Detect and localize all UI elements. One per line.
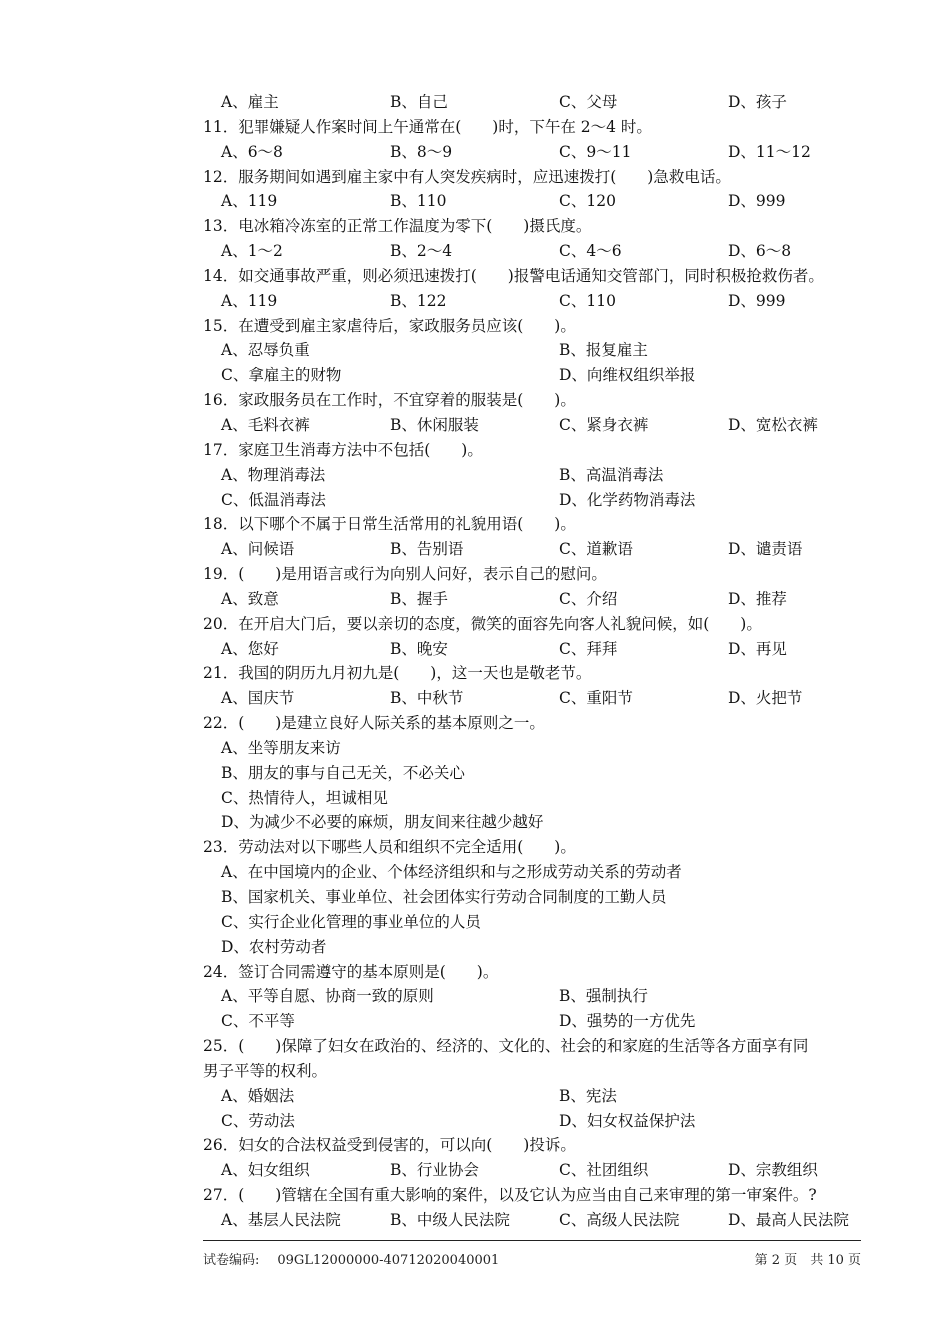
answer-option: A、毛料衣裤 [221,415,310,434]
answer-option: C、紧身衣裤 [559,415,649,434]
answer-option: A、坐等朋友来访 [221,738,341,757]
answer-option: A、在中国境内的企业、个体经济组织和与之形成劳动关系的劳动者 [221,863,682,882]
answer-option: C、社团组织 [559,1161,649,1180]
question-text: 26．妇女的合法权益受到侵害的，可以向( )投诉。 [203,1136,576,1155]
question-text: 22．( )是建立良好人际关系的基本原则之一。 [203,714,545,733]
option-row [203,860,865,885]
option-row [203,761,865,786]
answer-option: A、妇女组织 [221,1161,310,1180]
answer-option: D、火把节 [728,689,803,708]
option-row [203,1158,865,1183]
answer-option: C、高级人民法院 [559,1210,680,1229]
answer-option: C、低温消毒法 [221,490,326,509]
exam-code [203,1249,499,1268]
question-list [203,90,865,1233]
question-text: 27．( )管辖在全国有重大影响的案件，以及它认为应当由自己来审理的第一审案件。? [203,1186,817,1205]
answer-option: B、朋友的事与自己无关，不必关心 [221,763,465,782]
answer-option: A、基层人民法院 [221,1210,341,1229]
option-row [203,289,865,314]
answer-option: D、宗教组织 [728,1161,818,1180]
question-text: 11．犯罪嫌疑人作案时间上午通常在( )时，下午在 2～4 时。 [203,117,652,136]
question-text: 24．签订合同需遵守的基本原则是( )。 [203,962,499,981]
page-number: 第 2 页 共 10 页 [754,1253,861,1268]
option-row [203,537,865,562]
option-row [203,363,865,388]
answer-option: D、化学药物消毒法 [559,490,696,509]
option-row [203,140,865,165]
answer-option: D、再见 [728,639,787,658]
answer-option: B、中级人民法院 [390,1210,510,1229]
answer-option: B、强制执行 [559,987,648,1006]
answer-option: A、致意 [221,589,279,608]
question-text: 13．电冰箱冷冻室的正常工作温度为零下( )摄氏度。 [203,217,592,236]
question-text: 23．劳动法对以下哪些人员和组织不完全适用( )。 [203,838,576,857]
question-text: 21．我国的阴历九月初九是( )，这一天也是敬老节。 [203,664,592,683]
option-row [203,736,865,761]
answer-option: D、妇女权益保护法 [559,1111,696,1130]
answer-option: B、中秋节 [390,689,464,708]
answer-option: C、热情待人，坦诚相见 [221,788,388,807]
answer-option: D、推荐 [728,589,787,608]
answer-option: B、高温消毒法 [559,465,664,484]
answer-option: A、物理消毒法 [221,465,326,484]
answer-option: B、休闲服装 [390,415,479,434]
answer-option: B、宪法 [559,1086,617,1105]
answer-option: B、晚安 [390,639,448,658]
answer-option: A、平等自愿、协商一致的原则 [221,987,434,1006]
answer-option: C、父母 [559,93,618,111]
answer-option: C、实行企业化管理的事业单位的人员 [221,912,481,931]
question-text: 18．以下哪个不属于日常生活常用的礼貌用语( )。 [203,515,576,534]
question-text: 25．( )保障了妇女在政治的、经济的、文化的、社会的和家庭的生活等各方面享有同 [203,1037,809,1056]
answer-option: B、国家机关、事业单位、社会团体实行劳动合同制度的工勤人员 [221,888,667,906]
answer-option: A、问候语 [221,540,295,559]
answer-option: A、国庆节 [221,689,295,708]
answer-option: D、为减少不必要的麻烦，朋友间来往越少越好 [221,813,544,832]
option-row [203,488,865,513]
answer-option: D、6～8 [728,242,792,261]
answer-option: B、2～4 [390,242,453,261]
option-row [203,413,865,438]
answer-option: C、120 [559,192,616,211]
answer-option: C、110 [559,291,616,310]
answer-option: C、拿雇主的财物 [221,366,342,385]
option-row [203,1084,865,1109]
option-row [203,910,865,935]
option-row [203,338,865,363]
question-text: 16．家政服务员在工作时，不宜穿着的服装是( )。 [203,391,576,410]
answer-option: A、6～8 [221,142,283,161]
answer-option: C、4～6 [559,242,622,261]
answer-option: D、最高人民法院 [728,1210,849,1229]
answer-option: B、自己 [390,93,448,111]
answer-option: B、行业协会 [390,1161,479,1180]
option-row [203,463,865,488]
option-row [203,686,865,711]
answer-option: C、重阳节 [559,689,633,708]
question-text: 20．在开启大门后，要以亲切的态度，微笑的面容先向客人礼貌问候，如( )。 [203,614,762,633]
question-text: 男子平等的权利。 [203,1061,328,1080]
answer-option: D、向维权组织举报 [559,366,696,385]
answer-option: D、宽松衣裤 [728,415,818,434]
answer-option: A、您好 [221,639,279,658]
answer-option: A、119 [221,192,278,211]
answer-option: D、孩子 [728,93,787,111]
question-text: 19．( )是用语言或行为向别人问好，表示自己的慰问。 [203,565,607,584]
answer-option: D、11～12 [728,142,811,161]
question-text: 12．服务期间如遇到雇主家中有人突发疾病时，应迅速拨打( )急救电话。 [203,167,731,186]
answer-option: B、报复雇主 [559,341,648,360]
page-footer [203,1249,861,1268]
answer-option: B、122 [390,291,447,310]
option-row [203,637,865,662]
option-row [203,189,865,214]
answer-option: C、介绍 [559,589,618,608]
answer-option: A、忍辱负重 [221,341,310,360]
answer-option: C、不平等 [221,1012,295,1031]
option-row [203,239,865,264]
answer-option: A、婚姻法 [221,1086,295,1105]
question-text: 17．家庭卫生消毒方法中不包括( )。 [203,440,483,459]
exam-code-label: 试卷编码: [203,1253,260,1268]
answer-option: A、119 [221,291,278,310]
option-row [203,587,865,612]
exam-code-value: 09GL12000000-40712020040001 [277,1253,500,1268]
answer-option: B、告别语 [390,540,464,559]
answer-option: D、农村劳动者 [221,937,327,956]
answer-option: B、握手 [390,589,448,608]
option-row [203,1208,865,1233]
answer-option: D、谴责语 [728,540,803,559]
option-row [203,1109,865,1134]
answer-option: B、8～9 [390,142,453,161]
question-text: 15．在遭受到雇主家虐待后，家政服务员应该( )。 [203,316,576,335]
option-row [203,786,865,811]
answer-option: C、9～11 [559,142,632,161]
footer-divider [203,1240,861,1241]
answer-option: A、1～2 [221,242,283,261]
option-row [203,90,865,115]
option-row [203,810,865,835]
option-row [203,885,865,910]
answer-option: D、强势的一方优先 [559,1012,696,1031]
option-row [203,1009,865,1034]
answer-option: C、拜拜 [559,639,618,658]
answer-option: C、道歉语 [559,540,633,559]
option-row [203,935,865,960]
answer-option: D、999 [728,291,786,310]
answer-option: C、劳动法 [221,1111,295,1130]
answer-option: B、110 [390,192,447,211]
question-text: 14．如交通事故严重，则必须迅速拨打( )报警电话通知交管部门，同时积极抢救伤者。 [203,266,824,285]
option-row [203,984,865,1009]
answer-option: A、雇主 [221,93,279,111]
answer-option: D、999 [728,192,786,211]
